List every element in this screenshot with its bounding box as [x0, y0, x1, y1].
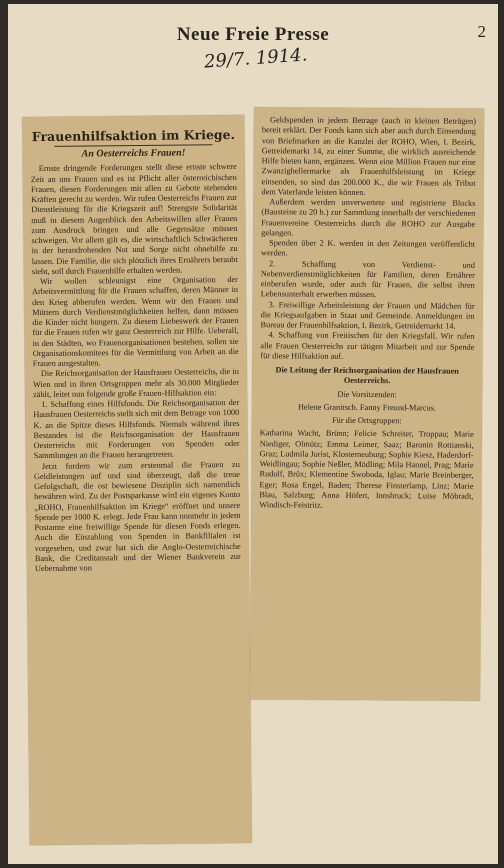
article-headline: Frauenhilfsaktion im Kriege. — [31, 126, 235, 145]
clipping-left — [22, 115, 252, 845]
groups-label: Für die Ortsgruppen: — [332, 415, 402, 426]
clipping-right — [250, 107, 484, 701]
paragraph: Jetzt fordern wir zum erstenmal die Frauen zu Geldleistungen auf und sind überzeugt, daß die treue Gefolgschaft, die ost bewiesene Disziplin sich namentlich bewähren wird. Zu der Postsparkasse wird ein eigenes Konto „ROHO, Frauenhilfsaktion im Kriege“ eröffnet und unsere Spende per 1000 K. erlegt. Jede Frau kann nunmehr in jedem Postamte eine freiwillige Spende für diesen Fonds erlegen. Auch die Einzahlung von Spenden in Bankfilialen ist vorgesehen, und zwar hat sich die Anglo-Oesterreichische Bank, die Creditanstalt und der Wiener Bankverein zur Uebernahme von — [33, 459, 241, 574]
paragraph: Außerdem werden unverwertete und registrierte Blocks (Bausteine zu 20 h.) zur Sammlung innerhalb der verschiedenen Frauenvereine Oesterreichs durch die ROHO zur Ausgabe gelangen. — [261, 197, 476, 238]
paragraph: 2. Schaffung von Verdienst- und Nebenverdienstmöglichkeiten für Familien, deren Ernährer einberufen wurde, oder auch für Frauen, die selbst ihren Lebensunterhalt erwerben müssen. — [260, 258, 476, 300]
chairs-names: Helene Granitsch. Fanny Freund-Marcus. — [297, 402, 437, 413]
paragraph: Ernste dringende Forderungen stellt diese ernste schwere Zeit an uns Frauen und es ist Pflicht aller österreichischen Frauen, diesen Forderungen mit allen zu Gebote stehenden Kräften gerecht zu werden. Wir rufen Oesterreichs Frauen zur Dienstleistung für die Kriegszeit auf! Strengste Solidarität muß in diesem Augenblick den Arbeitswillen aller Frauen zum Ausdruck bringen und alle Gegensätze müssen schweigen. Vor allem gilt es, die wirtschaftlich Schwächeren in der herandrohenden Not und Sorge nicht ohnehilfe zu lassen. Die Familie, die sich plötzlich ihres Ernährers beraubt sieht, soll durch Frauenhilfe erhalten werden. — [30, 162, 238, 276]
masthead: Neue Freie Presse — [176, 24, 330, 45]
scrapbook-page — [8, 4, 498, 864]
handwritten-date: 29/7. 1914. — [203, 44, 309, 73]
groups-list: Katharina Wacht, Brünn; Felicie Schreiter, Troppau; Marie Niediger, Olmütz; Emma Leimer, Saaz; Baronin Rottianski, Graz; Ludmila Jurist, Klosterneuburg; Sophie Kiesz, Haderdorf-Weidlingau; Sophie Neßler, Mödling; Mila Hannel, Prag; Marie Rudolf, Brüx; Klementine Swoboda, Iglau; Marie Breinberger, Eger; Rosa Engel, Baden; Therese Finsterlamp, Linz; Marie Blau, Salzburg; Anna Höfert, Innsbruck; Luise Möbradt, Windisch-Feistritz. — [259, 428, 474, 510]
paragraph: Geldspenden in jedem Betrage (auch in kleinen Beträgen) bereit erklärt. Der Fonds kann sich aber auch durch Einsendung von Briefmarken an die Kanzlei der ROHO, Wien, I. Bezirk, Getreidemarkt 14, zu einer Summe, die wirklich ausreichende Hilfe bieten kann, ergänzen. Wenn eine Million Frauen nur eine Zwanzighellermarke als Frauenhilfsleistung im Kriege einsenden, so sind das 200.000 K., die wir Frauen als Tribut dem Vaterlande leisten können. — [261, 115, 477, 197]
page-number: 2 — [477, 22, 486, 41]
paragraph: 4. Schaffung von Freitischen für den Kriegsfall. Wir rufen alle Frauen Oesterreichs zur tätigen Mitarbeit und zur Spende für diese Hilfsaktion auf. — [260, 330, 475, 361]
article-subhead: An Oesterreichs Frauen! — [81, 147, 186, 160]
divider — [54, 144, 212, 147]
paragraph: Die Reichsorganisation der Hausfrauen Oesterreichs, die in Wien und in ihren Ortsgruppen mehr als 30.000 Mitglieder zählt, leitet nun folgende große Frauen-Hilfsaktion ein: — [32, 367, 240, 399]
paragraph: 1. Schaffung eines Hilfsfonds. Die Reichsorganisation der Hausfrauen Oesterreichs stellt sich mit dem Betrage von 1000 K. an die Spitze dieses Hilfsfonds. Niemals während ihres Bestandes ist die Reichsorganisation der Hausfrauen Oesterreichs mit Forderungen von Spenden oder Sammlungen an die Frauen herangetreten. — [33, 397, 240, 461]
paragraph: 3. Freiwillige Arbeitsleistung der Frauen und Mädchen für die Kriegsaufgaben in Staat und Gemeinde. Anmeldungen im Bureau der Frauenhilfsaktion, I. Bezirk, Getreidemarkt 14. — [260, 299, 475, 331]
paragraph: Wir wollen schleunigst eine Organisation der Arbeitsvermittlung für die Frauen schaffen, deren Männer in den Krieg abberufen werden. Wenn wir den Frauen und Müttern durch Verdienstmöglichkeiten helfen, dann müssen die Kinder nicht hungern. Zu diesem Liebeswerk der Frauen für die Frauen rufen wir ganz Oesterreich zur Hilfe. Ueberall, in den Städten, wo Frauenorganisationen bestehen, sollen sie Organisationskomitees für die Vermittlung von Arbeit an die Frauen ausgestalten. — [31, 274, 239, 369]
paragraph: Spenden über 2 K. werden in den Zeitungen veröffentlicht werden. — [261, 238, 476, 258]
signature-heading: Die Leitung der Reichsorganisation der Hausfrauen Oesterreichs. — [275, 365, 459, 386]
board-label: Die Vorsitzenden: — [337, 389, 397, 399]
